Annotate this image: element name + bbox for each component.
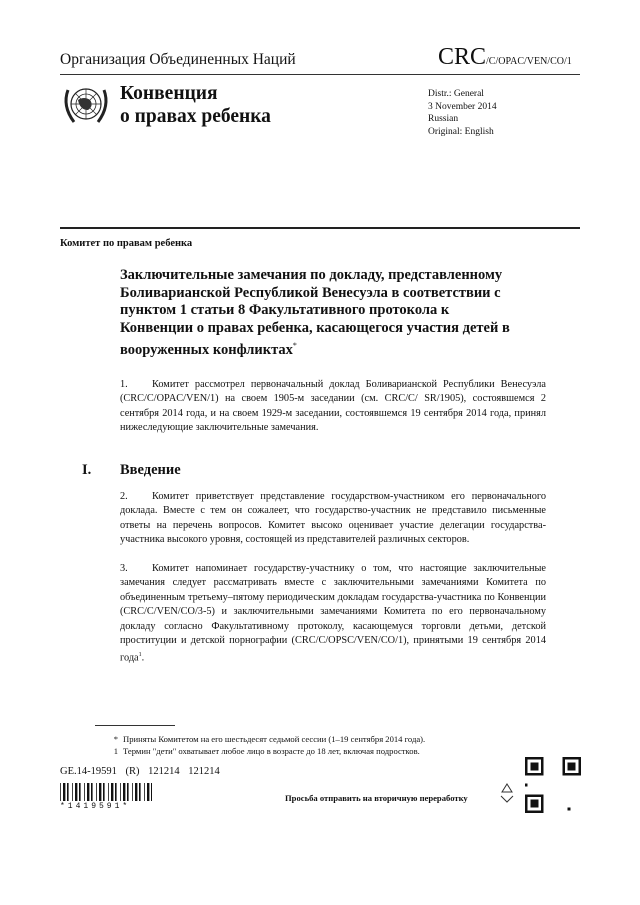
recycle-icon [497, 782, 517, 804]
footnote-text: Термин "дети" охватывает любое лицо в возрасте до 18 лет, включая подростков. [123, 746, 420, 756]
qr-code-icon [525, 757, 581, 813]
footnote-reference: 1 [138, 652, 142, 659]
paragraph-text: Комитет напоминает государству-участнику о том, что настоящие заключительные замечания следует рассматривать вместе с заключительными замечаниями Комитета по объединенным третьему–пятому периодическим докладам государства-участника по Конвенции (CRC/C/VEN/CO/3-5) и заключительными замечаниями Комитета по его первоначальному докладу согласно Факультативному протоколу, касающемуся торговли детьми, детской проституции и детской порнографии (CRC/C/OPSC/VEN/CO/1), принятыми 19 сентября 2014 года [120, 563, 546, 664]
section-heading [82, 462, 181, 479]
title-line-2: о правах ребенка [120, 106, 271, 127]
organization-name: Организация Объединенных Наций [60, 51, 296, 68]
header-thick-rule [60, 227, 580, 229]
document-series-title [120, 82, 271, 128]
section-numeral: I. [82, 462, 92, 478]
header-rule [60, 74, 580, 75]
date: 3 November 2014 [428, 101, 497, 112]
barcode-text: *1419591* [60, 802, 131, 811]
paragraph-text: Комитет приветствует представление государством-участником его первоначального доклада. Вместе с тем он сожалеет, что государство-участник не представило письменные ответы на перечень вопросов. Комитет высоко оценивает участие делегации государства-участника высокого уровня, состоящей из представителей различных секторов. [120, 491, 546, 546]
document-symbol [438, 44, 572, 71]
paragraph-number: 3. [120, 563, 128, 574]
paragraph-2 [120, 490, 546, 548]
distribution-block [428, 88, 497, 138]
footnote-mark: * [113, 734, 118, 744]
job-number: GE.14-19591 (R) 121214 121214 [60, 766, 220, 777]
paragraph-number: 1. [120, 379, 128, 390]
language: Russian [428, 114, 459, 124]
footnote-text: Приняты Комитетом на его шестьдесят седьмой сессии (1–19 сентября 2014 года). [123, 734, 426, 744]
original-language: Original: English [428, 126, 494, 137]
recycle-notice: Просьба отправить на вторичную переработку [285, 793, 468, 803]
symbol-main: CRC [438, 44, 487, 70]
paragraph-number: 2. [120, 491, 128, 502]
barcode-icon [60, 783, 152, 801]
distribution: Distr.: General [428, 89, 484, 99]
paragraph-text: Комитет рассмотрел первоначальный доклад Боливарианской Республики Венесуэла (CRC/C/OPAC/VEN/1) на своем 1905-м заседании (см. CRC/C/ SR/1905), состоявшемся 2 сентября 2014 года, и на своем 1929-м заседании, состоявшемся 19 сентября 2014 года, принял нижеследующие заключительные замечания. [120, 379, 546, 434]
footnote [106, 733, 546, 745]
footnote-separator [95, 725, 175, 726]
section-title: Введение [120, 462, 181, 478]
document-title [120, 267, 520, 359]
footnote-mark: 1 [113, 746, 118, 756]
un-emblem-icon [60, 80, 112, 130]
symbol-rest: /C/OPAC/VEN/CO/1 [486, 56, 572, 67]
paragraph-3: 3. Комитет напоминает государству-участнику о том, что настоящие заключительные замечания следует рассматривать вместе с заключительными замечаниями Комитета по объединенным третьему–пятому периодическим докладам государства-участника по Конвенции (CRC/C/VEN/CO/3-5) и заключительными замечаниями Комитета по его первоначальному докладу согласно Факультативному протоколу, касающемуся торговли детьми, детской проституции и детской порнографии (CRC/C/OPSC/VEN/CO/1), принятыми 19 сентября 2014 года$^1$. [120, 563, 546, 664]
committee-name: Комитет по правам ребенка [60, 238, 193, 249]
footnote [106, 745, 546, 757]
paragraph-1 [120, 378, 546, 436]
title-footnote-marker: * [292, 341, 297, 350]
document-title-text: Заключительные замечания по докладу, представленному Боливарианской Республикой Венесуэла в соответствии с пунктом 1 статьи 8 Факультативного протокола к Конвенции о правах ребенка, касающегося участия детей в вооруженных конфликтах [120, 267, 510, 358]
title-line-1: Конвенция [120, 83, 218, 104]
